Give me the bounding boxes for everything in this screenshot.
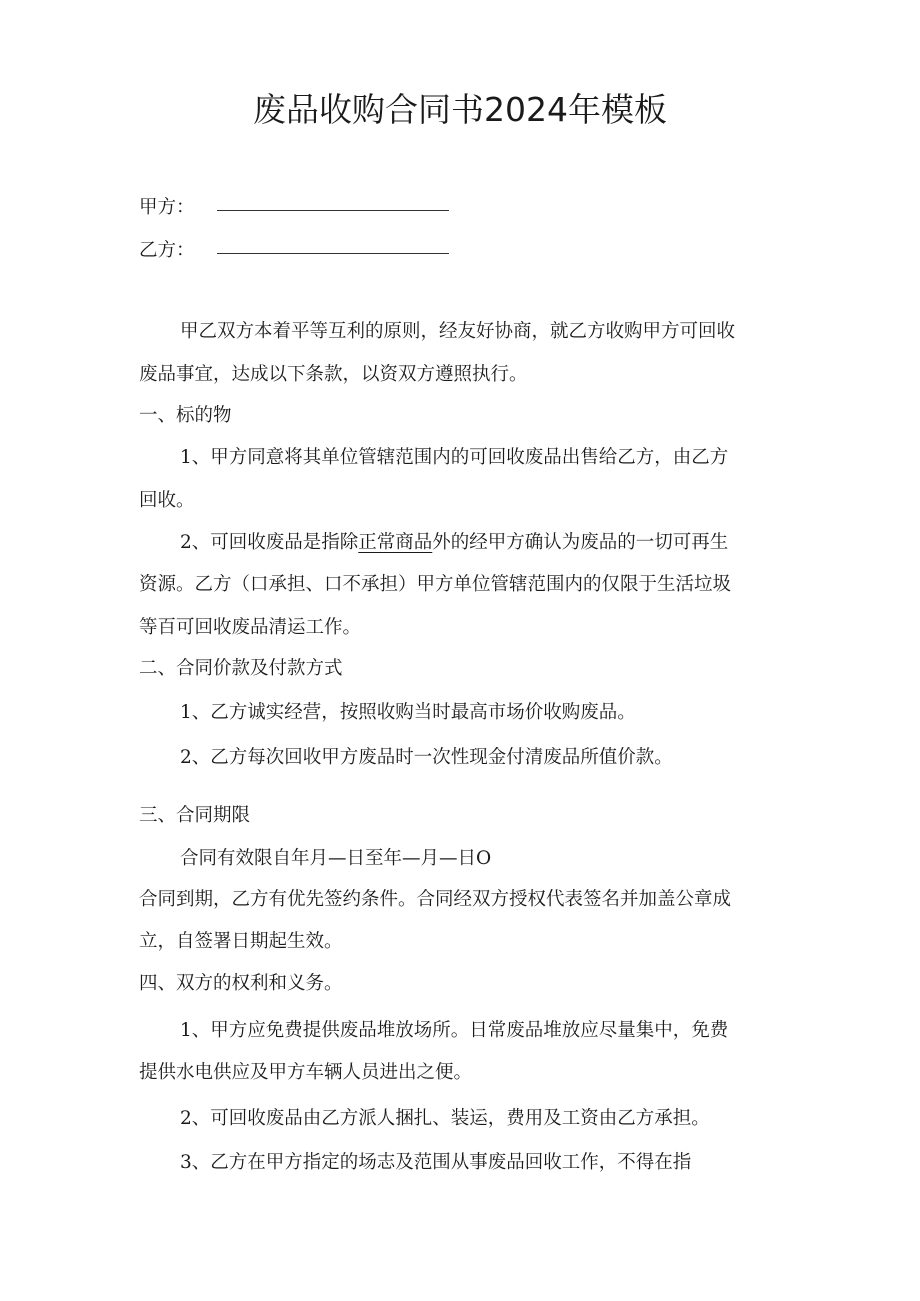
intro-line-1: 甲乙双方本着平等互利的原则，经友好协商，就乙方收购甲方可回收 bbox=[180, 321, 736, 342]
section1-item2-suffix: 外的经甲方确认为废品的一切可再生 bbox=[432, 532, 729, 553]
party-a-label: 甲方： bbox=[139, 197, 195, 218]
section3-line-2: 合同到期，乙方有优先签约条件。合同经双方授权代表签名并加盖公章成 bbox=[139, 889, 732, 910]
section2-heading: 二、合同价款及付款方式 bbox=[139, 658, 343, 679]
section1-item2-underlined: 正常商品 bbox=[358, 532, 433, 553]
party-a-row bbox=[139, 194, 449, 222]
section1-item2-line-1 bbox=[180, 529, 728, 557]
section1-item2-line-3: 等百可回收废品清运工作。 bbox=[139, 617, 362, 638]
section2-item2: 2、乙方每次回收甲方废品时一次性现金付清废品所值价款。 bbox=[180, 747, 673, 768]
section3-line-3: 立，自签署日期起生效。 bbox=[139, 931, 343, 952]
section4-item3: 3、乙方在甲方指定的场志及范围从事废品回收工作，不得在指 bbox=[180, 1152, 692, 1173]
section4-heading: 四、双方的权利和义务。 bbox=[139, 973, 343, 994]
section1-item1-line-1: 1、甲方同意将其单位管辖范围内的可回收废品出售给乙方，由乙方 bbox=[180, 447, 729, 468]
party-b-row bbox=[139, 237, 449, 265]
section2-item1: 1、乙方诚实经营，按照收购当时最高市场价收购废品。 bbox=[180, 702, 636, 723]
section1-item2-line-2: 资源。乙方（口承担、口不承担）甲方单位管辖范围内的仅限于生活垃圾 bbox=[139, 574, 732, 595]
party-b-blank-line bbox=[217, 235, 449, 254]
section4-item1-line-1: 1、甲方应免费提供废品堆放场所。日常废品堆放应尽量集中，免费 bbox=[180, 1020, 729, 1041]
section1-item2-prefix: 2、可回收废品是指除 bbox=[180, 532, 359, 553]
document-title: 废品收购合同书2024年模板 bbox=[253, 90, 667, 129]
intro-line-2: 废品事宜，达成以下条款，以资双方遵照执行。 bbox=[139, 364, 528, 385]
section1-item1-line-2: 回收。 bbox=[139, 490, 195, 511]
section3-line-1: 合同有效限自年月—日至年—月—日O bbox=[180, 848, 492, 869]
party-a-blank-line bbox=[217, 192, 449, 211]
section3-heading: 三、合同期限 bbox=[139, 805, 251, 826]
section1-heading: 一、标的物 bbox=[139, 405, 232, 426]
section4-item1-line-2: 提供水电供应及甲方车辆人员进出之便。 bbox=[139, 1062, 473, 1083]
party-b-label: 乙方： bbox=[139, 240, 195, 261]
section4-item2: 2、可回收废品由乙方派人捆扎、装运，费用及工资由乙方承担。 bbox=[180, 1108, 710, 1129]
